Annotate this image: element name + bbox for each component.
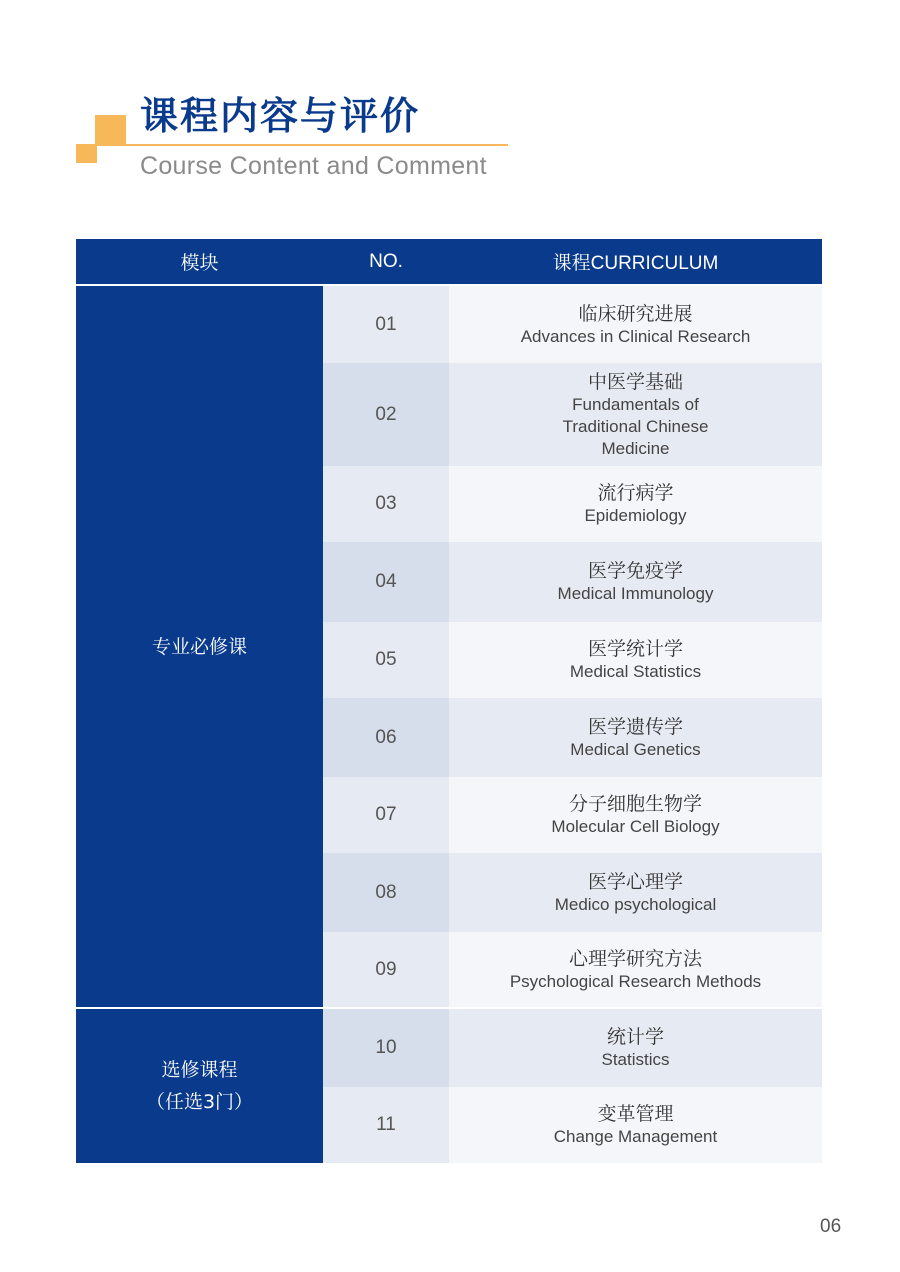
module-label: 选修课程 [161,1059,238,1081]
course-name-zh: 变革管理 [597,1103,674,1125]
table-row [323,622,822,698]
course-number: 02 [323,363,449,466]
module-note: （任选3门） [145,1091,254,1113]
course-name-en: Statistics [601,1050,670,1069]
page-number: 06 [820,1216,842,1237]
course-rows [323,286,822,1007]
course-cell [449,777,822,853]
course-name-en: Medical Statistics [569,662,702,681]
course-name-en: Medical Genetics [570,739,701,759]
course-number: 09 [323,932,449,1007]
course-number: 04 [323,542,449,622]
course-cell [449,542,822,622]
course-name-zh: 心理学研究方法 [568,947,702,970]
page-subtitle: Course Content and Comment [140,152,487,180]
course-rows [323,1009,822,1163]
course-cell [449,363,822,466]
course-name-zh: 分子细胞生物学 [568,793,702,815]
course-name-zh: 医学遗传学 [587,715,683,738]
curriculum-table [76,239,822,1163]
course-name-en: Psychological Research Methods [509,971,762,991]
table-row [323,1009,822,1087]
course-name-zh: 医学心理学 [587,870,683,893]
table-row [323,363,822,466]
table-row [323,853,822,932]
course-cell [449,853,822,932]
table-row [323,286,822,363]
course-number: 01 [323,286,449,363]
course-cell [449,1009,822,1087]
header-curriculum: 课程CURRICULUM [552,253,719,274]
course-name-zh: 医学统计学 [587,638,683,660]
course-cell [449,466,822,542]
table-row [323,542,822,622]
table-row [323,1087,822,1163]
module-group-elective [76,1007,822,1163]
course-name-en: Advances in Clinical Research [520,326,751,346]
course-name-en: Medico psychological [554,894,717,914]
course-number: 06 [323,698,449,777]
module-cell [76,286,323,1007]
course-cell [449,622,822,698]
page-title: 课程内容与评价 [140,94,421,138]
course-name-en: Fundamentals of Traditional Chinese Medicine [562,394,709,458]
table-row [323,777,822,853]
module-label: 专业必修课 [151,635,247,658]
module-cell [76,1009,323,1163]
title-underline [126,144,508,146]
course-name-en: Molecular Cell Biology [551,817,720,836]
course-number: 10 [323,1009,449,1087]
table-row [323,932,822,1007]
course-name-en: Medical Immunology [557,584,714,603]
course-number: 08 [323,853,449,932]
course-number: 07 [323,777,449,853]
table-header-row [76,239,822,286]
course-name-zh: 统计学 [606,1026,664,1048]
table-row [323,466,822,542]
course-cell [449,286,822,363]
course-number: 05 [323,622,449,698]
header-module: 模块 [180,253,219,274]
course-name-zh: 中医学基础 [587,370,683,393]
module-group-required [76,286,822,1007]
course-name-zh: 医学免疫学 [587,560,683,582]
course-cell [449,698,822,777]
course-number: 11 [323,1087,449,1163]
course-cell [449,932,822,1007]
course-cell [449,1087,822,1163]
course-number: 03 [323,466,449,542]
header-number: NO. [369,250,403,272]
course-name-en: Epidemiology [584,506,687,525]
course-name-en: Change Management [553,1127,718,1146]
course-name-zh: 临床研究进展 [578,302,693,325]
course-name-zh: 流行病学 [597,482,674,504]
table-row [323,698,822,777]
decorative-square-large [95,115,126,146]
decorative-square-small [76,144,97,163]
